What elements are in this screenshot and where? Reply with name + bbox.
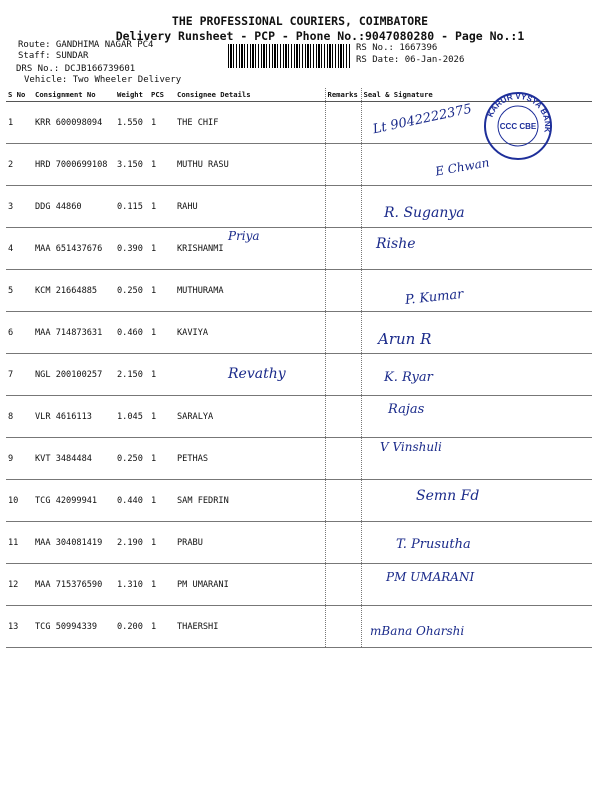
row-weight: 0.440 [115,480,149,522]
row-remarks [325,438,361,480]
table-row [6,480,592,522]
row-signature [361,270,592,312]
row-pcs: 1 [149,438,175,480]
row-remarks [325,354,361,396]
row-pcs: 1 [149,102,175,144]
row-sno: 13 [6,606,33,648]
company-name: THE PROFESSIONAL COURIERS, COIMBATORE [171,14,429,28]
row-consignee: MUTHU RASU [175,144,325,186]
col-consignee: Consignee Details [175,88,325,102]
row-remarks [325,312,361,354]
row-consignment-no: NGL 200100257 [33,354,115,396]
row-consignee: MUTHURAMA [175,270,325,312]
row-weight: 0.390 [115,228,149,270]
row-sno: 12 [6,564,33,606]
signature-15: mBana Oharshi [370,624,465,638]
row-pcs: 1 [149,312,175,354]
vehicle-label: Vehicle: Two Wheeler Delivery [24,75,182,85]
row-pcs: 1 [149,144,175,186]
runsheet-table [6,88,592,648]
signature-4: Rishe [376,236,416,252]
row-pcs: 1 [149,186,175,228]
row-remarks [325,606,361,648]
row-sno: 1 [6,102,33,144]
row-sno: 10 [6,480,33,522]
row-remarks [325,186,361,228]
row-sno: 8 [6,396,33,438]
signature-5: Priya [228,229,260,243]
signature-3: R. Suganya [384,205,465,221]
row-consignment-no: MAA 304081419 [33,522,115,564]
col-weight: Weight [115,88,149,102]
row-consignment-no: MAA 714873631 [33,312,115,354]
row-weight: 0.250 [115,270,149,312]
row-consignment-no: MAA 651437676 [33,228,115,270]
row-consignment-no: KRR 600098094 [33,102,115,144]
signature-10: Rajas [388,402,425,417]
row-sno: 6 [6,312,33,354]
table-row [6,354,592,396]
row-consignment-no: KCM 21664885 [33,270,115,312]
stamp-outer-text: KARUR VYSYA BANK [485,91,553,134]
row-remarks [325,144,361,186]
row-remarks [325,480,361,522]
row-remarks [325,522,361,564]
row-weight: 2.150 [115,354,149,396]
barcode-image [228,44,350,68]
row-remarks [325,564,361,606]
row-consignee: THAERSHI [175,606,325,648]
staff-label: Staff: SUNDAR [18,51,89,61]
table-row [6,606,592,648]
table-row [6,522,592,564]
rs-number: RS No.: 1667396 [356,43,438,53]
row-consignee: SAM FEDRIN [175,480,325,522]
signature-1: Lt 9042222375 [371,101,474,138]
rs-date: RS Date: 06-Jan-2026 [356,55,465,65]
row-sno: 11 [6,522,33,564]
stamp-inner-text: CCC CBE [499,122,537,131]
row-remarks [325,270,361,312]
route-label: Route: GANDHIMA NAGAR PC4 [18,40,154,50]
drs-number: DRS No.: DCJB166739601 [16,64,136,74]
row-consignee: KAVIYA [175,312,325,354]
runsheet-title: Delivery Runsheet - PCP - Phone No.:9047080280 - Page No.:1 [115,29,525,43]
bank-stamp [482,90,554,162]
signature-8: Revathy [228,366,286,382]
row-sno: 7 [6,354,33,396]
table-row [6,396,592,438]
row-consignee: SARALYA [175,396,325,438]
row-consignment-no: TCG 42099941 [33,480,115,522]
row-remarks [325,228,361,270]
table-row [6,564,592,606]
row-weight: 1.550 [115,102,149,144]
col-signature: Seal & Signature [361,88,592,102]
row-sno: 3 [6,186,33,228]
row-pcs: 1 [149,270,175,312]
signature-13: T. Prusutha [396,537,471,552]
row-consignment-no: HRD 7000699108 [33,144,115,186]
row-weight: 0.250 [115,438,149,480]
row-consignee: PRABU [175,522,325,564]
signature-7: Arun R [378,330,432,348]
table-row [6,312,592,354]
row-pcs: 1 [149,522,175,564]
table-row [6,228,592,270]
row-pcs: 1 [149,354,175,396]
row-pcs: 1 [149,564,175,606]
row-sno: 2 [6,144,33,186]
table-row [6,438,592,480]
signature-12: Semn Fd [416,488,480,504]
row-consignee: PETHAS [175,438,325,480]
col-sno: S No [6,88,33,102]
row-sno: 5 [6,270,33,312]
signature-9: K. Ryar [384,370,433,385]
row-consignment-no: MAA 715376590 [33,564,115,606]
row-sno: 4 [6,228,33,270]
row-consignee: RAHU [175,186,325,228]
row-consignee: PM UMARANI [175,564,325,606]
row-weight: 0.200 [115,606,149,648]
row-consignment-no: DDG 44860 [33,186,115,228]
row-pcs: 1 [149,480,175,522]
row-weight: 0.460 [115,312,149,354]
row-pcs: 1 [149,606,175,648]
row-consignment-no: TCG 50994339 [33,606,115,648]
row-weight: 3.150 [115,144,149,186]
row-sno: 9 [6,438,33,480]
table-row [6,186,592,228]
row-weight: 1.045 [115,396,149,438]
row-consignment-no: VLR 4616113 [33,396,115,438]
row-remarks [325,102,361,144]
signature-2: E Chwan [434,155,491,179]
row-pcs: 1 [149,396,175,438]
row-consignment-no: KVT 3484484 [33,438,115,480]
signature-14: PM UMARANI [386,570,475,584]
table-row [6,270,592,312]
row-consignee: KRISHANMI [175,228,325,270]
row-consignee: THE CHIF [175,102,325,144]
row-weight: 0.115 [115,186,149,228]
row-weight: 2.190 [115,522,149,564]
signature-11: V Vinshuli [380,440,442,454]
row-remarks [325,396,361,438]
row-weight: 1.310 [115,564,149,606]
row-pcs: 1 [149,228,175,270]
col-pcs: PCS [149,88,175,102]
col-remarks: Remarks [325,88,361,102]
signature-6: P. Kumar [404,286,465,309]
col-consignment: Consignment No [33,88,115,102]
